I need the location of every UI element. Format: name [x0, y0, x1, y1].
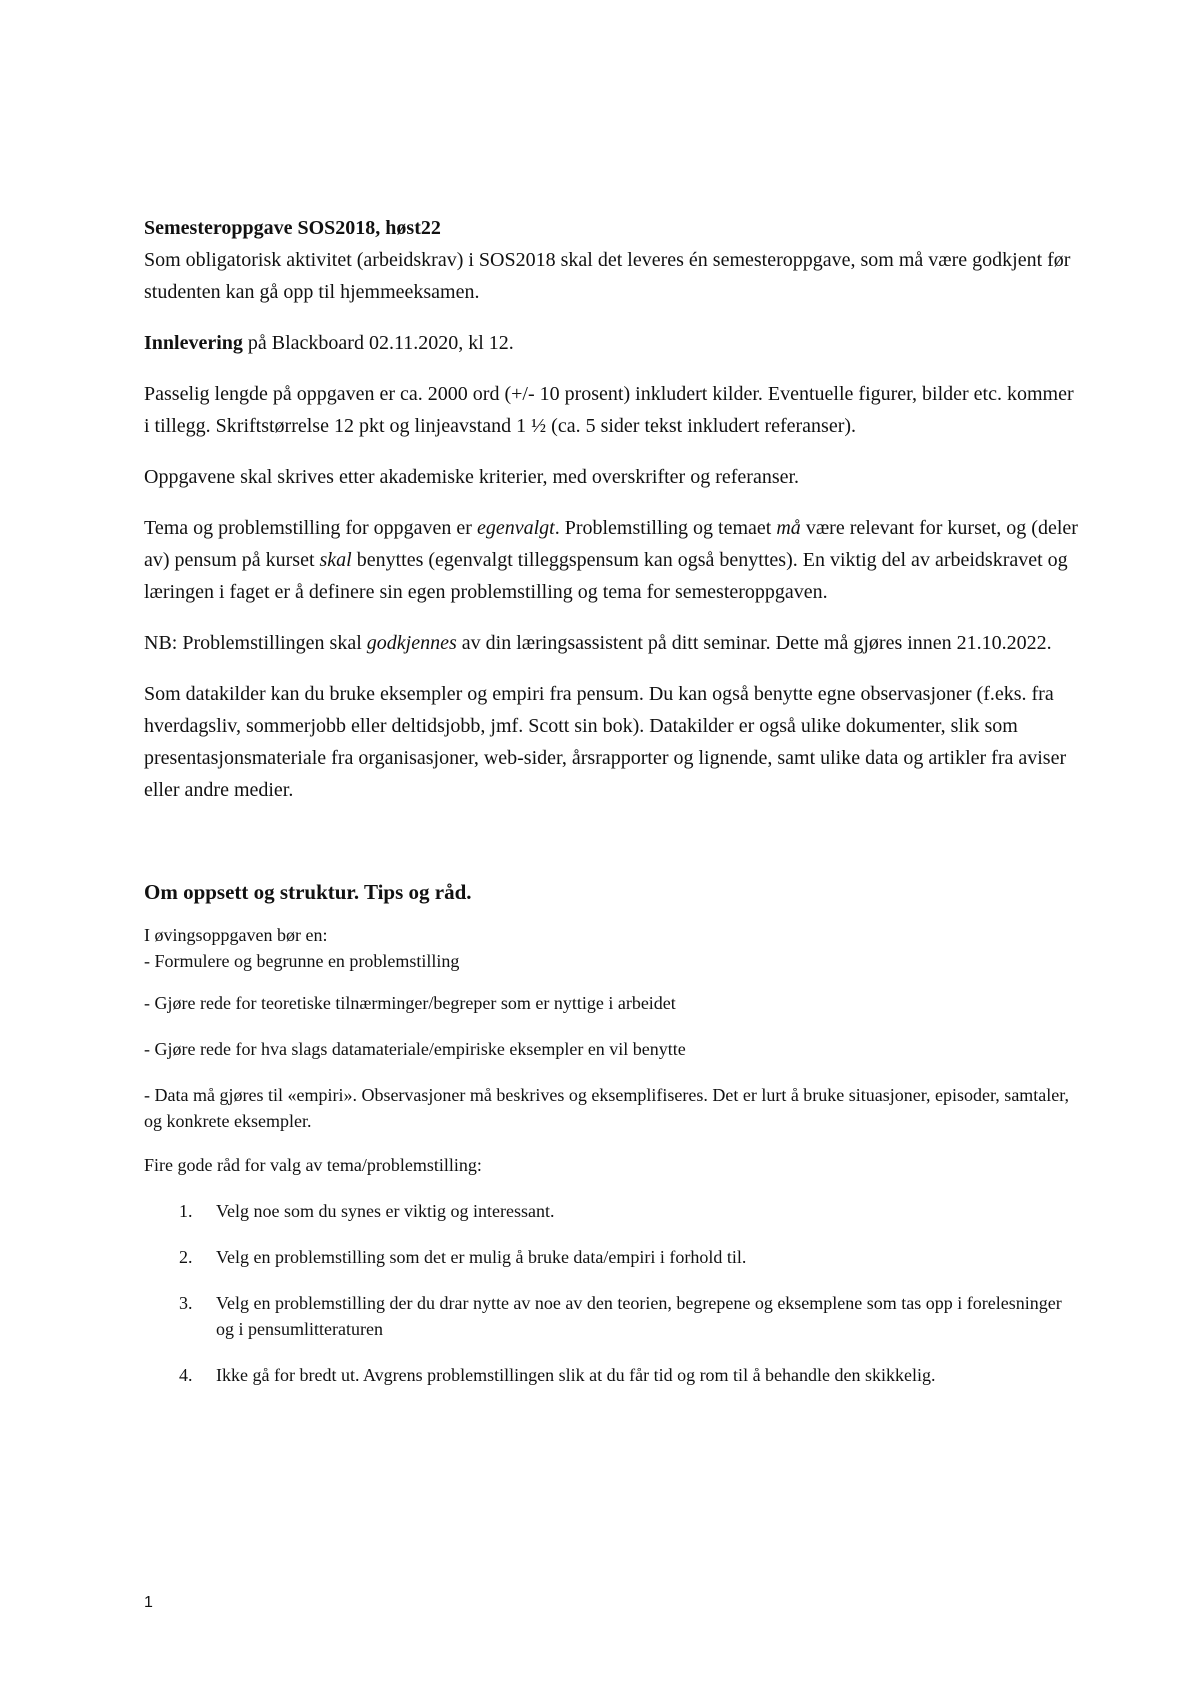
theme-text-4: benyttes (egenvalgt tilleggspensum kan også benyttes). En viktig del av arbeidskravet og læringen i faget er å definere sin egen problemstilling og tema for semesteroppgaven. [144, 549, 1068, 603]
advice-text: Ikke gå for bredt ut. Avgrens problemstillingen slik at du får tid og rom til å behandle den skikkelig. [216, 1365, 936, 1385]
page-number: 1 [144, 1594, 153, 1611]
page-content [144, 212, 1079, 1388]
submission-text: på Blackboard 02.11.2020, kl 12. [242, 332, 514, 354]
advice-item [144, 1290, 1079, 1342]
section-lead: I øvingsoppgaven bør en: [144, 925, 328, 945]
nb-emphasis: godkjennes [366, 632, 457, 654]
task-item-3: - Gjøre rede for hva slags datamateriale/empiriske eksempler en vil benytte [144, 1039, 686, 1059]
advice-text: Velg noe som du synes er viktig og interessant. [216, 1201, 555, 1221]
theme-text-3: være relevant for kurset, og (deler av) pensum på kurset [144, 517, 1078, 571]
document-title: Semesteroppgave SOS2018, høst22 [144, 217, 441, 239]
nb-text-1: NB: Problemstillingen skal [144, 632, 367, 654]
advice-text: Velg en problemstilling som det er mulig å bruke data/empiri i forhold til. [216, 1247, 747, 1267]
task-item-1: - Formulere og begrunne en problemstilling [144, 951, 460, 971]
advice-text: Velg en problemstilling der du drar nytte av noe av den teorien, begrepene og eksemplene som tas opp i forelesninger og i pensumlitteraturen [216, 1293, 1062, 1339]
intro-paragraph: Som obligatorisk aktivitet (arbeidskrav) i SOS2018 skal det leveres én semesteroppgave, som må være godkjent før studenten kan gå opp til hjemmeeksamen. [144, 249, 1071, 303]
advice-number: 4. [179, 1365, 193, 1385]
advice-number: 3. [179, 1293, 193, 1313]
advice-item [144, 1362, 1079, 1388]
submission-label: Innlevering [144, 332, 243, 354]
advice-lead: Fire gode råd for valg av tema/problemstilling: [144, 1155, 482, 1175]
theme-paragraph [144, 512, 1079, 608]
advice-item [144, 1244, 1079, 1270]
section-heading: Om oppsett og struktur. Tips og råd. [144, 880, 472, 904]
advice-item [144, 1198, 1079, 1224]
task-item-4: - Data må gjøres til «empiri». Observasjoner må beskrives og eksemplifiseres. Det er lurt å bruke situasjoner, episoder, samtaler, og konkrete eksempler. [144, 1085, 1070, 1131]
datasources-paragraph: Som datakilder kan du bruke eksempler og empiri fra pensum. Du kan også benytte egne observasjoner (f.eks. fra hverdagsliv, sommerjobb eller deltidsjobb, jmf. Scott sin bok). Datakilder er også ulike dokumenter, slik som presentasjonsmateriale fra organisasjoner, web-sider, årsrapporter og lignende, samt ulike data og artikler fra aviser eller andre medier. [144, 683, 1067, 801]
theme-text-2: . Problemstilling og temaet [554, 517, 777, 539]
task-item-2: - Gjøre rede for teoretiske tilnærminger/begreper som er nyttige i arbeidet [144, 993, 676, 1013]
advice-number: 1. [179, 1201, 193, 1221]
nb-text-2: av din læringsassistent på ditt seminar. Dette må gjøres innen 21.10.2022. [456, 632, 1052, 654]
theme-text-1: Tema og problemstilling for oppgaven er [144, 517, 477, 539]
advice-number: 2. [179, 1247, 193, 1267]
theme-emphasis-1: egenvalgt [476, 517, 555, 539]
length-paragraph: Passelig lengde på oppgaven er ca. 2000 ord (+/- 10 prosent) inkludert kilder. Eventuelle figurer, bilder etc. kommer i tillegg. Skriftstørrelse 12 pkt og linjeavstand 1 ½ (ca. 5 sider tekst inkludert referanser). [144, 383, 1074, 437]
advice-list [144, 1198, 1079, 1388]
nb-paragraph [144, 627, 1079, 659]
theme-emphasis-2: må [776, 517, 801, 539]
submission-paragraph [144, 327, 1079, 359]
theme-emphasis-3: skal [319, 549, 352, 571]
criteria-paragraph: Oppgavene skal skrives etter akademiske kriterier, med overskrifter og referanser. [144, 466, 800, 488]
